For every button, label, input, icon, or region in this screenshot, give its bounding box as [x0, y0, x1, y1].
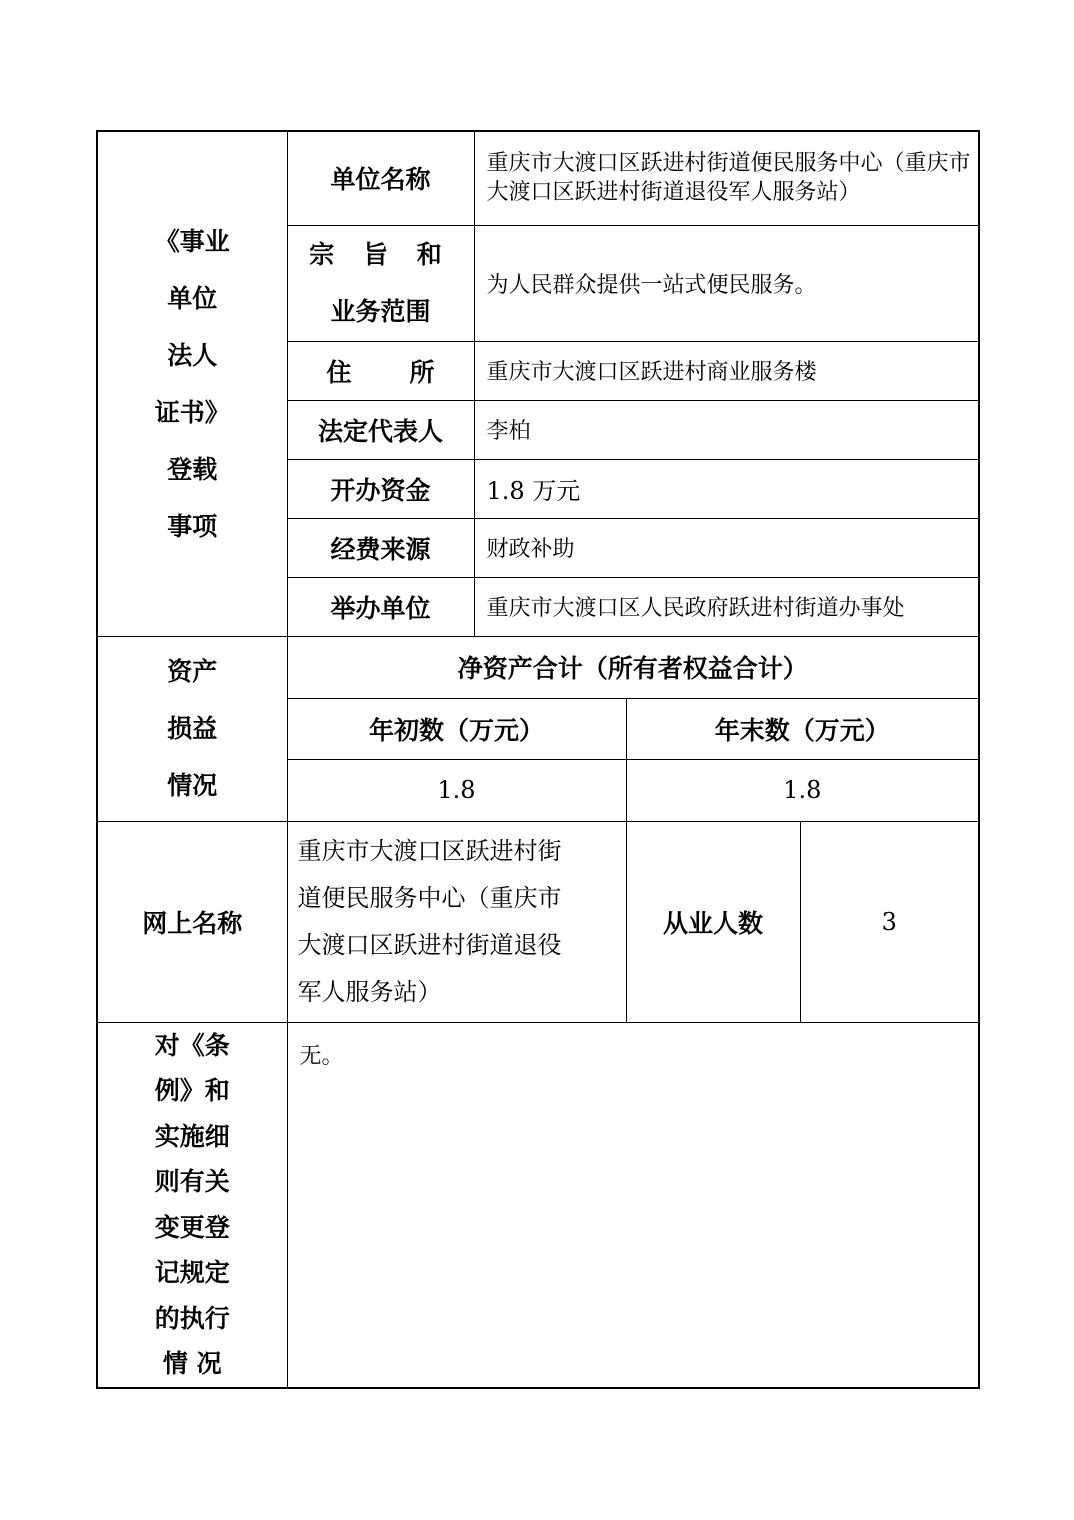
sponsor-label: 举办单位: [287, 577, 474, 636]
address-value: 重庆市大渡口区跃进村商业服务楼: [474, 341, 979, 400]
unit-name-value: 重庆市大渡口区跃进村街道便民服务中心（重庆市大渡口区跃进村街道退役军人服务站）: [474, 131, 979, 225]
year-start-header: 年初数（万元）: [287, 698, 626, 759]
unit-name-label: 单位名称: [287, 131, 474, 225]
legal-rep-label: 法定代表人: [287, 400, 474, 459]
funding-value: 1.8 万元: [474, 459, 979, 518]
certificate-items-label: 《事业 单位 法人 证书》 登载 事项: [97, 131, 287, 636]
registration-table: [96, 130, 980, 1389]
funding-source-value: 财政补助: [474, 518, 979, 577]
online-name-label: 网上名称: [97, 821, 287, 1022]
net-assets-header: 净资产合计（所有者权益合计）: [287, 636, 979, 698]
funding-label: 开办资金: [287, 459, 474, 518]
regulation-execution-value: 无。: [287, 1022, 979, 1388]
purpose-scope-label: 宗 旨 和 业务范围: [287, 225, 474, 341]
legal-rep-value: 李柏: [474, 400, 979, 459]
sponsor-value: 重庆市大渡口区人民政府跃进村街道办事处: [474, 577, 979, 636]
staff-count-value: 3: [800, 821, 979, 1022]
year-end-header: 年末数（万元）: [626, 698, 979, 759]
online-name-value: 重庆市大渡口区跃进村街 道便民服务中心（重庆市 大渡口区跃进村街道退役 军人服务站）: [287, 821, 626, 1022]
assets-label: 资产 损益 情况: [97, 636, 287, 821]
staff-count-label: 从业人数: [626, 821, 800, 1022]
year-start-value: 1.8: [287, 759, 626, 821]
year-end-value: 1.8: [626, 759, 979, 821]
funding-source-label: 经费来源: [287, 518, 474, 577]
purpose-scope-value: 为人民群众提供一站式便民服务。: [474, 225, 979, 341]
address-label: 住 所: [287, 341, 474, 400]
regulation-execution-label: 对《条 例》和 实施细 则有关 变更登 记规定 的执行 情 况: [97, 1022, 287, 1388]
